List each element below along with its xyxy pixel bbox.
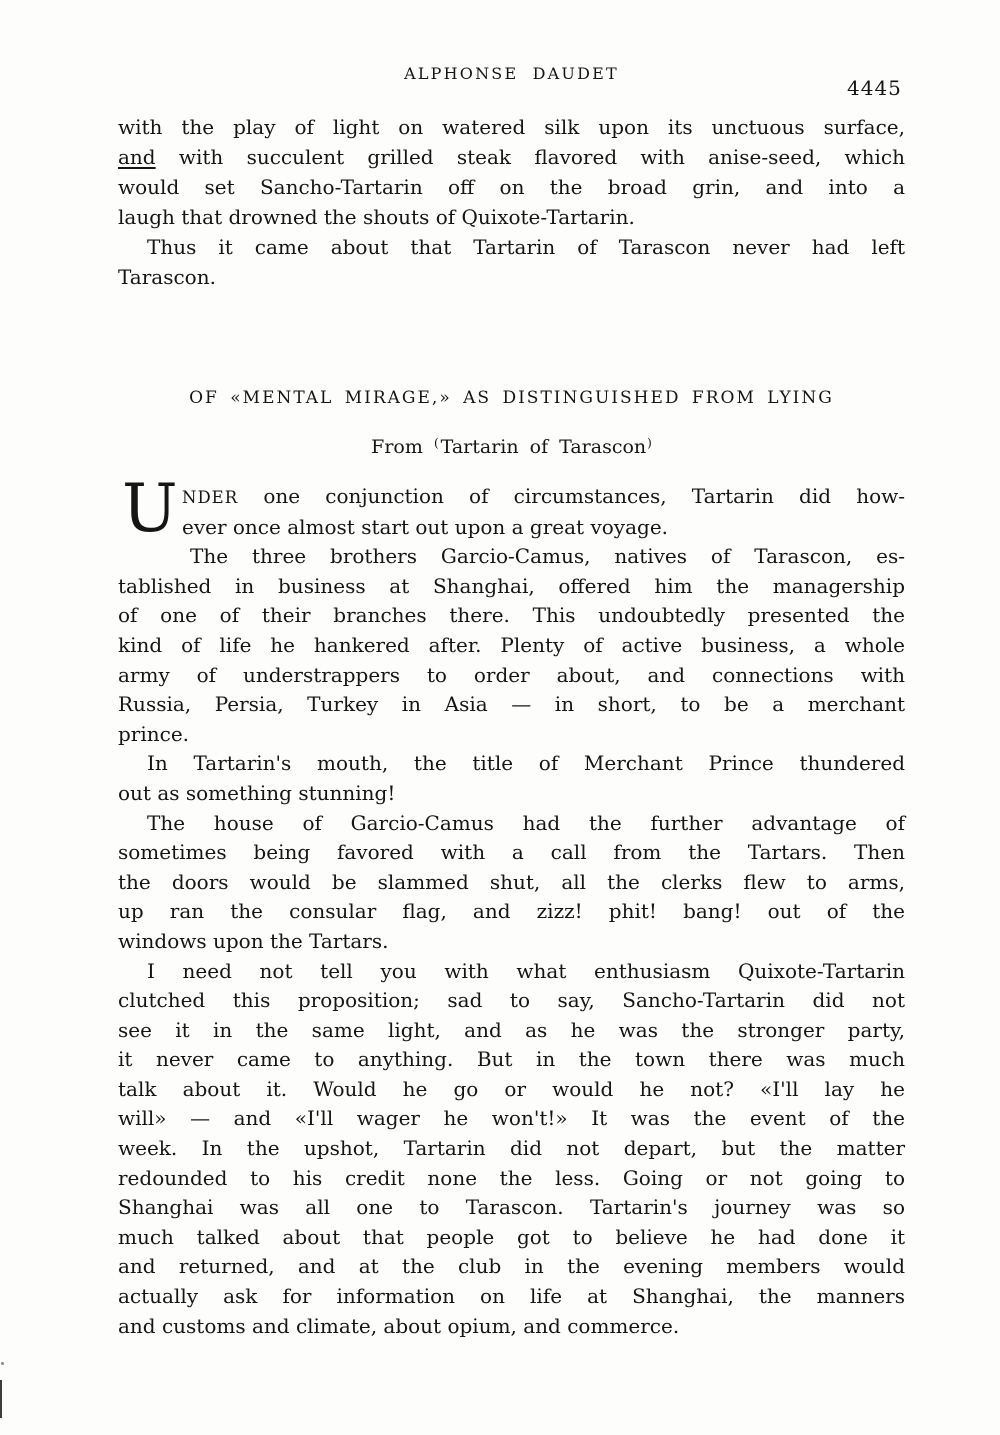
text-line (118, 142, 905, 172)
text-segment: one conjunction of circumstances, Tartarin did how- (263, 484, 906, 508)
text-line: redounded to his credit none the less. Going or not going to (118, 1165, 905, 1190)
text-line: Tarascon. (118, 265, 216, 289)
text-line: the doors would be slammed shut, all the clerks flew to arms, (118, 869, 905, 894)
text-line: windows upon the Tartars. (118, 928, 389, 953)
paragraph (118, 749, 905, 808)
text-line: In Tartarin's mouth, the title of Merchant Prince thundered (147, 751, 905, 776)
text-line: talk about it. Would he go or would he not? «I'll lay he (118, 1076, 905, 1101)
text-line (118, 482, 905, 513)
text-line: sometimes being favored with a call from the Tartars. Then (118, 840, 905, 865)
text-line: it never came to anything. But in the town there was much (118, 1047, 905, 1072)
close-quote-mark: ) (647, 436, 652, 450)
smallcaps-word: NDER (182, 488, 239, 507)
text-line: I need not tell you with what enthusiasm Quixote-Tartarin (147, 958, 905, 983)
source-title: Tartarin of Tarascon (440, 436, 647, 458)
text-line: ever once almost start out upon a great voyage. (182, 514, 669, 539)
source-prefix: From (371, 436, 423, 458)
text-line: see it in the same light, and as he was the stronger party, (118, 1017, 905, 1042)
open-quote-mark: ( (433, 436, 439, 450)
text-line: week. In the upshot, Tartarin did not depart, but the matter (118, 1136, 905, 1161)
page-header (118, 64, 905, 100)
paragraph (118, 809, 905, 957)
text-line: and returned, and at the club in the evening members would (118, 1254, 905, 1279)
intro-text (118, 112, 905, 292)
section-source (118, 430, 905, 460)
text-line: Thus it came about that Tartarin of Tarascon never had left (147, 235, 905, 259)
text-line: army of understrappers to order about, and connections with (118, 662, 905, 687)
underlined-word: and (118, 145, 156, 169)
text-line: clutched this proposition; sad to say, Sancho-Tartarin did not (118, 988, 905, 1013)
text-line: The house of Garcio-Camus had the further advantage of (147, 810, 905, 835)
text-line: laugh that drowned the shouts of Quixote-Tartarin. (118, 205, 635, 229)
paragraph-dropcap (118, 470, 906, 547)
text-line: with the play of light on watered silk upon its unctuous surface, (118, 115, 905, 139)
text-line: and customs and climate, about opium, and commerce. (118, 1313, 680, 1338)
section-text (118, 470, 906, 1341)
text-line: out as something stunning! (118, 780, 396, 805)
page-number: 4445 (847, 76, 902, 100)
text-line: will» — and «I'll wager he won't!» It was the event of the (118, 1106, 905, 1131)
text-line: Shanghai was all one to Tarascon. Tartarin's journey was so (118, 1195, 905, 1220)
paragraph (118, 957, 905, 1342)
text-line: up ran the consular flag, and zizz! phit! bang! out of the (118, 899, 905, 924)
paragraph (118, 542, 905, 749)
text-line: The three brothers Garcio-Camus, natives of Tarascon, es- (190, 544, 905, 569)
text-line: actually ask for information on life at Shanghai, the manners (118, 1284, 905, 1309)
text-line: would set Sancho-Tartarin off on the broad grin, and into a (118, 175, 905, 199)
text-line: prince. (118, 721, 190, 746)
text-line: tablished in business at Shanghai, offered him the managership (118, 573, 905, 598)
text-line: much talked about that people got to believe he had done it (118, 1224, 905, 1249)
running-head: ALPHONSE DAUDET (404, 64, 619, 83)
dropcap-letter: U (122, 470, 178, 547)
scan-artifact-dot (1, 1362, 4, 1365)
text-line: Russia, Persia, Turkey in Asia — in short, to be a merchant (118, 692, 905, 717)
scan-artifact-line (0, 1380, 2, 1418)
text-line: kind of life he hankered after. Plenty of active business, a whole (118, 632, 905, 657)
paragraph (118, 112, 905, 232)
text-line: of one of their branches there. This undoubtedly presented the (118, 603, 905, 628)
section-heading: OF «MENTAL MIRAGE,» AS DISTINGUISHED FROM LYING (189, 388, 834, 408)
paragraph (118, 232, 905, 292)
text-segment: with succulent grilled steak flavored with anise-seed, which (178, 145, 905, 169)
